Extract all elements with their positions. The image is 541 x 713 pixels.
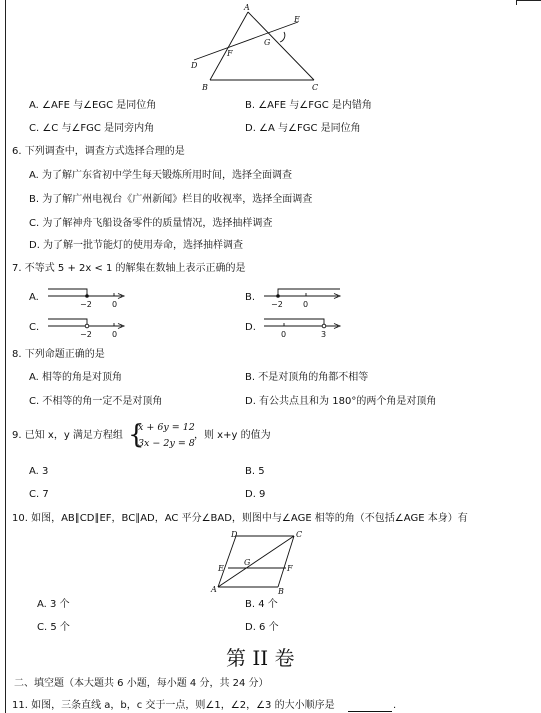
q7-number-line-a (42, 284, 132, 312)
q5-option-c: C. ∠C 与∠FGC 是同旁内角 (29, 123, 155, 134)
q5-label-f: F (227, 49, 233, 58)
q11-answer-blank[interactable] (348, 711, 392, 712)
q9-option-c: C. 7 (29, 489, 49, 500)
q7-option-d-letter: D. (245, 322, 256, 333)
q7-option-a-letter: A. (29, 292, 39, 303)
page-left-border (5, 0, 6, 713)
q5-label-g: G (264, 38, 271, 47)
q7-option-c-letter: C. (29, 322, 40, 333)
q7-number-line-d (258, 314, 348, 342)
q5-label-d: D (191, 61, 198, 70)
q8-option-a: A. 相等的角是对顶角 (29, 372, 123, 383)
q5-option-a: A. ∠AFE 与∠EGC 是同位角 (29, 100, 157, 111)
q10-option-a: A. 3 个 (37, 599, 70, 610)
q7-option-b-letter: B. (245, 292, 256, 303)
q5-triangle-figure (180, 2, 340, 94)
q5-side-ab (210, 12, 248, 80)
q8-option-c: C. 不相等的角一定不是对顶角 (29, 396, 163, 407)
q6-option-d: D. 为了解一批节能灯的使用寿命，选择抽样调查 (29, 240, 244, 251)
q8-option-b: B. 不是对顶角的角都不相等 (245, 372, 369, 383)
part2-section-title: 二、填空题（本大题共 6 小题，每小题 4 分，共 24 分） (14, 678, 269, 689)
q10-label-f: F (287, 564, 293, 573)
q7a-tick-neg2: −2 (80, 300, 92, 309)
page-top-border (517, 0, 541, 1)
q7-stem: 7. 不等式 5 + 2x < 1 的解集在数轴上表示正确的是 (12, 263, 246, 274)
q10-line-ad (218, 536, 236, 587)
q9-stem-post: ，则 x+y 的值为 (194, 430, 271, 441)
q10-parallelogram-figure (208, 529, 314, 597)
q10-label-g: G (244, 558, 251, 567)
q10-label-e: E (218, 564, 224, 573)
q9-equation-2: 3x − 2y = 8 (138, 438, 195, 449)
q5-angle-arc (280, 32, 285, 42)
page-corner-tick (516, 0, 517, 5)
q10-option-d: D. 6 个 (245, 622, 279, 633)
q7-number-line-c (42, 314, 132, 342)
q9-system-brace: { (128, 420, 145, 450)
q10-diagonal-ac (218, 536, 294, 587)
q5-option-d: D. ∠A 与∠FGC 是同位角 (245, 123, 361, 134)
q10-label-b: B (278, 587, 284, 596)
q7c-tick-neg2: −2 (80, 330, 92, 339)
q5-side-ac (248, 12, 314, 80)
q6-option-b: B. 为了解广州电视台《广州新闻》栏目的收视率，选择全面调查 (29, 194, 313, 205)
q9-option-b: B. 5 (245, 466, 265, 477)
q9-stem-pre: 9. 已知 x，y 满足方程组 (12, 430, 123, 441)
q7c-tick-0: 0 (112, 330, 118, 339)
q5-label-b: B (202, 83, 208, 92)
q5-label-a: A (244, 3, 250, 12)
q9-equation-1: x + 6y = 12 (138, 422, 195, 433)
q7b-tick-neg2: −2 (271, 300, 283, 309)
q10-stem: 10. 如图，AB∥CD∥EF，BC∥AD，AC 平分∠BAD，则图中与∠AGE 相等的角（不包括∠AGE 本身）有 (12, 513, 468, 524)
q8-option-d: D. 有公共点且和为 180°的两个角是对顶角 (245, 396, 437, 407)
q11-stem: 11. 如图，三条直线 a，b，c 交于一点，则∠1，∠2，∠3 的大小顺序是 (12, 700, 335, 711)
q10-option-b: B. 4 个 (245, 599, 278, 610)
q7b-tick-0: 0 (303, 300, 309, 309)
q9-option-a: A. 3 (29, 466, 49, 477)
part2-heading: 第 II 卷 (226, 646, 295, 670)
q11-end-mark: . (393, 700, 397, 711)
q7d-tick-0: 0 (281, 330, 287, 339)
q10-label-d: D (231, 530, 238, 539)
q10-label-c: C (296, 530, 303, 539)
q7d-tick-3: 3 (321, 330, 327, 339)
q6-option-a: A. 为了解广东省初中学生每天锻炼所用时间，选择全面调查 (29, 170, 293, 181)
q6-stem: 6. 下列调查中，调查方式选择合理的是 (12, 146, 185, 157)
q7-number-line-b (258, 284, 348, 312)
q10-option-c: C. 5 个 (37, 622, 70, 633)
q6-option-c: C. 为了解神舟飞船设备零件的质量情况，选择抽样调查 (29, 218, 273, 229)
q8-stem: 8. 下列命题正确的是 (12, 349, 105, 360)
q5-label-e: E (294, 15, 300, 24)
q5-label-c: C (312, 83, 319, 92)
q5-option-b: B. ∠AFE 与∠FGC 是内错角 (245, 100, 372, 111)
q7a-tick-0: 0 (112, 300, 118, 309)
q9-option-d: D. 9 (245, 489, 266, 500)
q10-label-a: A (211, 585, 217, 594)
q10-line-bc (278, 536, 294, 587)
